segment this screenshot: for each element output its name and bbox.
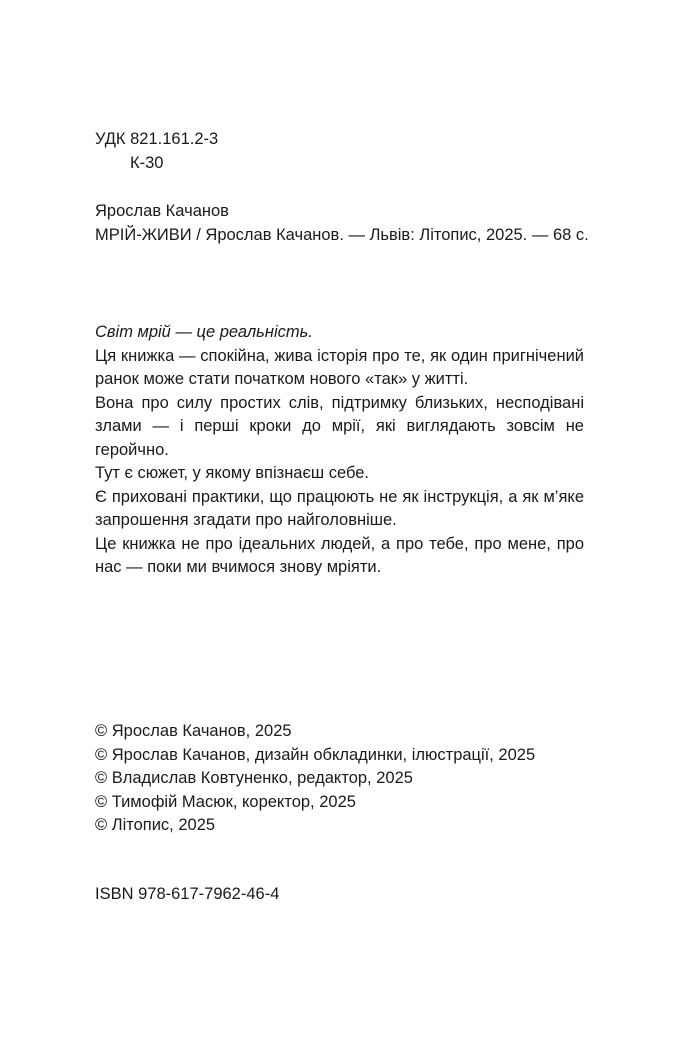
annotation-paragraph: Вона про силу простих слів, підтримку близьких, несподівані злами — і перші кроки до мрії, які виглядають зовсім не геройчно. <box>95 393 584 459</box>
copyright-line: © Владислав Ковтуненко, редактор, 2025 <box>95 769 413 787</box>
annotation-paragraph: Це книжка не про ідеальних людей, а про тебе, про мене, про нас — поки ми вчимося знову мріяти. <box>95 534 584 576</box>
annotation <box>95 321 584 580</box>
copyright-line: © Тимофій Масюк, коректор, 2025 <box>95 792 356 811</box>
isbn: ISBN 978-617-7962-46-4 <box>95 885 280 903</box>
annotation-paragraph: Є приховані практики, що працюють не як інструкція, а як м’яке запрошення згадати про найголовніше. <box>95 487 584 529</box>
bibliographic-record: МРІЙ-ЖИВИ / Ярослав Качанов. — Львів: Літопис, 2025. — 68 с. <box>95 226 589 244</box>
copyright-notices <box>95 720 535 838</box>
copyright-line: © Літопис, 2025 <box>95 816 216 834</box>
annotation-paragraph: Тут є сюжет, у якому впізнаєш себе. <box>95 464 369 482</box>
author-sign-code: К-30 <box>130 154 164 172</box>
copyright-line: © Ярослав Качанов, дизайн обкладинки, ілюстрації, 2025 <box>95 745 536 764</box>
annotation-paragraph: Ця книжка — спокійна, жива історія про те, як один пригнічений ранок може стати початком нового «так» у житті. <box>95 346 584 388</box>
bibliographic-author: Ярослав Качанов <box>95 202 229 220</box>
annotation-motto: Світ мрій — це реальність. <box>95 323 313 341</box>
copyright-line: © Ярослав Качанов, 2025 <box>95 722 292 740</box>
udk-code: УДК 821.161.2-3 <box>95 130 219 148</box>
